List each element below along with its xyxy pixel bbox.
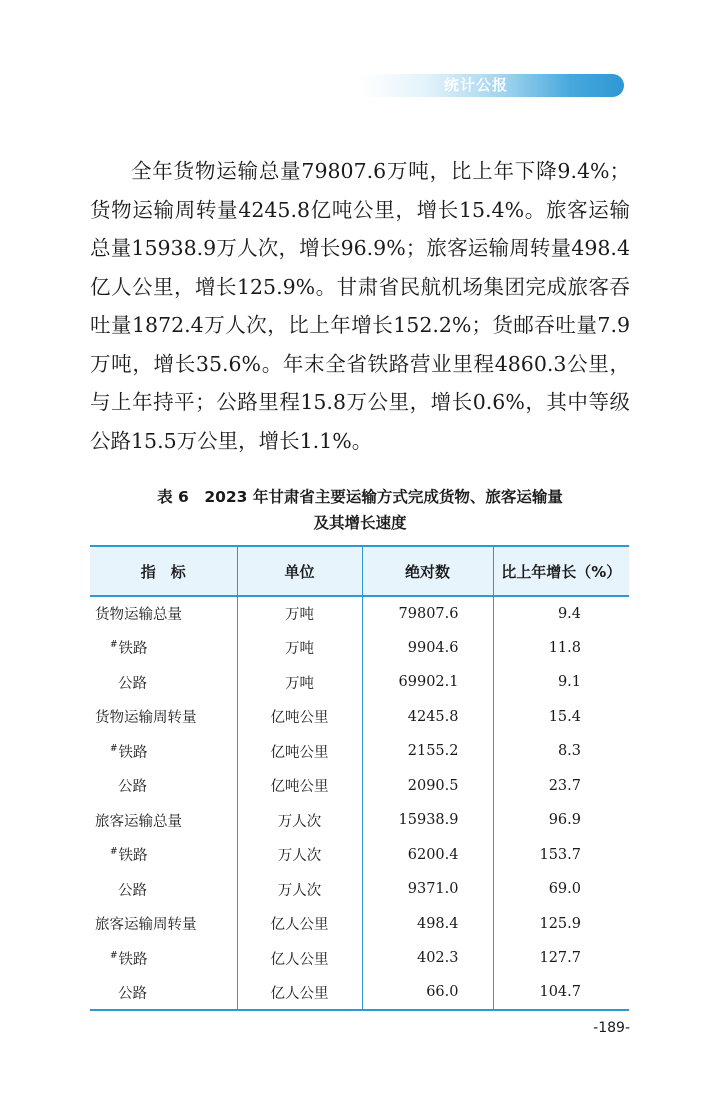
cell-indicator [90, 734, 237, 769]
paragraph: 全年货物运输总量79807.6万吨，比上年下降9.4%；货物运输周转量4245.8亿吨公里，增长15.4%。旅客运输总量15938.9万人次，增长96.9%；旅客运输周转量498.4亿人公里，增长125.9%。甘肃省民航机场集团完成旅客吞吐量1872.4万人次，比上年增长152.2%；货邮吞吐量7.9万吨，增长35.6%。年末全省铁路营业里程4860.3公里，与上年持平；公路里程15.8万公里，增长0.6%，其中等级公路15.5万公里，增长1.1%。 [90, 159, 630, 453]
cell-growth: 11.8 [548, 639, 581, 656]
cell-growth: 127.7 [539, 950, 581, 967]
indicator-label: 公路 [118, 675, 147, 692]
cell-growth: 9.1 [557, 674, 581, 691]
cell-indicator [90, 803, 237, 838]
cell-growth: 125.9 [539, 915, 581, 932]
cell-indicator [90, 700, 237, 735]
indicator-label: 货物运输周转量 [95, 710, 197, 727]
cell-absolute: 6200.4 [362, 838, 493, 873]
cell-absolute: 2155.2 [362, 734, 493, 769]
indicator-label: 旅客运输周转量 [95, 917, 197, 934]
transport-table [90, 545, 629, 1011]
indicator-label: 公路 [118, 882, 147, 899]
table-row [90, 872, 629, 907]
cell-absolute: 66.0 [362, 976, 493, 1011]
table-caption [90, 484, 630, 536]
cell-unit: 万吨 [237, 665, 362, 700]
cell-unit: 亿吨公里 [237, 700, 362, 735]
cell-indicator [90, 872, 237, 907]
section-title: 统计公报 [444, 76, 509, 94]
cell-absolute: 69902.1 [362, 665, 493, 700]
table-header-row [90, 546, 629, 596]
cell-unit: 亿人公里 [237, 976, 362, 1011]
page-number: -189- [593, 1020, 630, 1036]
cell-unit: 亿吨公里 [237, 734, 362, 769]
header-growth: 比上年增长（%） [493, 546, 629, 596]
header-unit: 单位 [237, 546, 362, 596]
indicator-label: 公路 [118, 985, 147, 1002]
table-row [90, 631, 629, 666]
indicator-label: 铁路 [118, 641, 148, 658]
footnote-mark: # [110, 847, 118, 858]
cell-growth: 69.0 [548, 881, 581, 898]
table-row [90, 941, 629, 976]
indicator-label: 铁路 [118, 951, 148, 968]
table-row [90, 838, 629, 873]
cell-growth: 96.9 [548, 812, 581, 829]
cell-growth: 15.4 [548, 708, 581, 725]
cell-absolute: 15938.9 [362, 803, 493, 838]
cell-unit: 万人次 [237, 803, 362, 838]
cell-indicator [90, 631, 237, 666]
cell-unit: 万人次 [237, 838, 362, 873]
table-row [90, 803, 629, 838]
indicator-label: 铁路 [118, 848, 148, 865]
table-caption-line1: 表 6 2023 年甘肃省主要运输方式完成货物、旅客运输量 [157, 488, 563, 506]
cell-indicator [90, 665, 237, 700]
indicator-label: 货物运输总量 [95, 607, 182, 624]
table-row [90, 976, 629, 1011]
cell-absolute: 402.3 [362, 941, 493, 976]
cell-indicator [90, 769, 237, 804]
table-row [90, 700, 629, 735]
table-row [90, 907, 629, 942]
cell-indicator [90, 941, 237, 976]
table-caption-line2: 及其增长速度 [313, 514, 407, 532]
cell-growth: 153.7 [539, 846, 581, 863]
cell-growth: 104.7 [493, 976, 629, 1011]
cell-indicator [90, 596, 237, 631]
table-row [90, 596, 629, 631]
cell-absolute: 2090.5 [362, 769, 493, 804]
footnote-mark: # [110, 950, 118, 961]
cell-unit: 亿人公里 [237, 941, 362, 976]
indicator-label: 铁路 [118, 744, 148, 761]
cell-indicator [90, 907, 237, 942]
body-text [90, 152, 630, 460]
cell-absolute: 498.4 [362, 907, 493, 942]
cell-absolute: 4245.8 [362, 700, 493, 735]
footnote-mark: # [110, 640, 118, 651]
indicator-label: 公路 [118, 779, 147, 796]
cell-unit: 亿人公里 [237, 907, 362, 942]
cell-unit: 亿吨公里 [237, 769, 362, 804]
cell-growth: 8.3 [557, 743, 581, 760]
cell-unit: 万人次 [237, 872, 362, 907]
table-row [90, 665, 629, 700]
header-indicator: 指 标 [90, 546, 237, 596]
cell-absolute: 79807.6 [362, 596, 493, 631]
cell-indicator [90, 976, 237, 1011]
cell-absolute: 9371.0 [362, 872, 493, 907]
cell-growth: 23.7 [548, 777, 581, 794]
cell-unit: 万吨 [237, 631, 362, 666]
table-body [90, 596, 629, 1010]
cell-indicator [90, 838, 237, 873]
footnote-mark: # [110, 743, 118, 754]
header-absolute: 绝对数 [362, 546, 493, 596]
table-row [90, 734, 629, 769]
table-row [90, 769, 629, 804]
indicator-label: 旅客运输总量 [95, 813, 182, 830]
cell-absolute: 9904.6 [362, 631, 493, 666]
cell-unit: 万吨 [237, 596, 362, 631]
cell-growth: 9.4 [557, 605, 581, 622]
